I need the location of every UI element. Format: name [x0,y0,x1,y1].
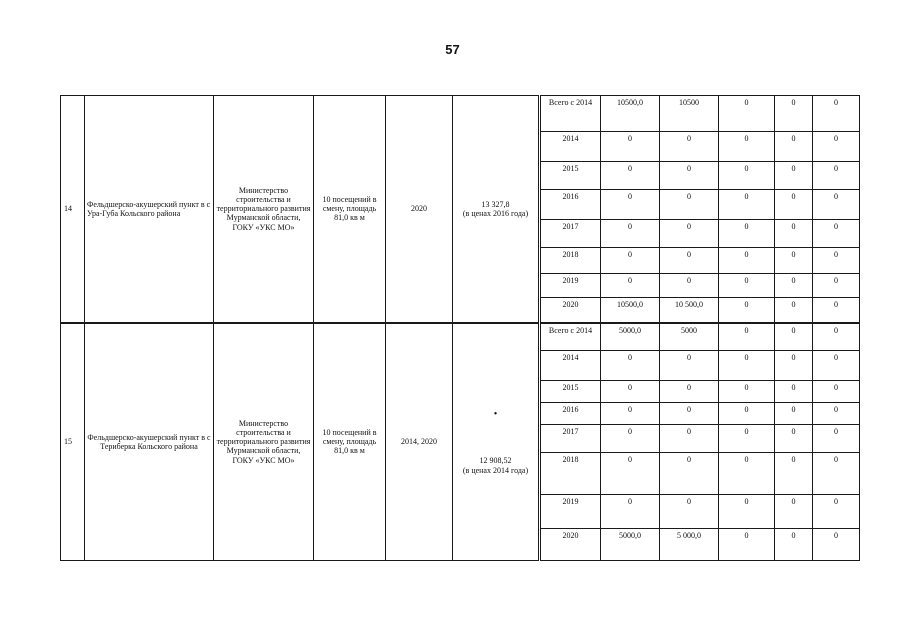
value-cell: 0 [775,403,813,425]
value-cell: 0 [601,403,660,425]
value-cell: 0 [601,453,660,495]
period-cell: 2016 [540,190,601,220]
value-cell: 0 [775,190,813,220]
value-cell: 0 [719,132,775,162]
cost-value: 12 908,52 [479,456,512,466]
table-row [61,96,860,132]
value-cell: 0 [775,351,813,381]
value-cell: 0 [775,220,813,248]
object-name: Фельдшерско-акушерский пункт в с Териберка Кольского района [85,323,214,561]
value-cell: 0 [660,453,719,495]
period-cell: 2018 [540,248,601,274]
period-cell: Всего с 2014 [540,323,601,351]
value-cell: 0 [719,96,775,132]
value-cell: 0 [813,248,860,274]
value-cell: 0 [601,132,660,162]
value-cell: 0 [775,248,813,274]
value-cell: 0 [660,132,719,162]
value-cell: 0 [601,425,660,453]
value-cell: 0 [660,495,719,529]
value-cell: 0 [719,351,775,381]
value-cell: 0 [719,162,775,190]
value-cell: 0 [775,323,813,351]
value-cell: 5 000,0 [660,529,719,561]
value-cell: 0 [601,162,660,190]
period-cell: 2014 [540,132,601,162]
value-cell: 0 [813,351,860,381]
value-cell: 0 [719,381,775,403]
value-cell: 0 [813,381,860,403]
value-cell: 0 [775,381,813,403]
page-number: 57 [445,42,460,57]
value-cell: 0 [775,132,813,162]
value-cell: 0 [601,274,660,298]
value-cell: 0 [775,162,813,190]
value-cell: 0 [813,495,860,529]
value-cell: 0 [660,162,719,190]
value-cell: 0 [660,351,719,381]
value-cell: 0 [601,381,660,403]
value-cell: 0 [660,220,719,248]
table-row [61,323,860,351]
value-cell: 10500,0 [601,298,660,323]
value-cell: 0 [813,274,860,298]
value-cell: 0 [601,220,660,248]
value-cell: 0 [813,162,860,190]
estimated-cost [453,323,540,561]
period-cell: 2017 [540,425,601,453]
value-cell: 0 [813,132,860,162]
value-cell: 5000,0 [601,529,660,561]
value-cell: 0 [813,323,860,351]
value-cell: 0 [719,190,775,220]
period-cell: 2020 [540,298,601,323]
object-name: Фельдшерско-акушерский пункт в с Ура-Губа Кольского района [85,96,214,323]
value-cell: 0 [660,190,719,220]
value-cell: 0 [775,453,813,495]
value-cell: 0 [719,495,775,529]
value-cell: 0 [719,220,775,248]
value-cell: 0 [813,425,860,453]
mark-dot: • [493,408,498,420]
estimated-cost [453,96,540,323]
value-cell: 0 [775,425,813,453]
value-cell: 0 [775,529,813,561]
value-cell: 0 [813,453,860,495]
value-cell: 10500 [660,96,719,132]
value-cell: 0 [813,190,860,220]
value-cell: 0 [775,298,813,323]
value-cell: 0 [719,248,775,274]
value-cell: 0 [601,495,660,529]
period-cell: 2016 [540,403,601,425]
value-cell: 0 [719,274,775,298]
value-cell: 5000,0 [601,323,660,351]
value-cell: 0 [601,248,660,274]
value-cell: 0 [660,274,719,298]
value-cell: 0 [719,425,775,453]
value-cell: 0 [775,274,813,298]
capacity: 10 посещений в смену, площадь 81,0 кв м [314,323,386,561]
value-cell: 5000 [660,323,719,351]
value-cell: 0 [719,298,775,323]
value-cell: 0 [813,298,860,323]
value-cell: 0 [775,96,813,132]
period-cell: 2015 [540,381,601,403]
construction-years: 2014, 2020 [386,323,453,561]
period-cell: 2018 [540,453,601,495]
value-cell: 0 [660,425,719,453]
value-cell: 0 [660,381,719,403]
value-cell: 0 [813,403,860,425]
investment-table [60,95,860,561]
customer: Министерство строительства и территориального развития Мурманской области, ГОКУ «УКС МО» [214,96,314,323]
value-cell: 0 [813,529,860,561]
cost-note: (в ценах 2016 года) [462,208,529,218]
value-cell: 0 [719,529,775,561]
capacity: 10 посещений в смену, площадь 81,0 кв м [314,96,386,323]
value-cell: 0 [813,96,860,132]
value-cell: 0 [660,248,719,274]
period-cell: 2015 [540,162,601,190]
cost-note: (в ценах 2014 года) [462,465,529,475]
value-cell: 10500,0 [601,96,660,132]
row-number: 14 [61,96,85,323]
value-cell: 0 [719,403,775,425]
value-cell: 0 [601,190,660,220]
value-cell: 0 [660,403,719,425]
period-cell: Всего с 2014 [540,96,601,132]
value-cell: 0 [601,351,660,381]
value-cell: 0 [775,495,813,529]
period-cell: 2017 [540,220,601,248]
period-cell: 2019 [540,495,601,529]
period-cell: 2019 [540,274,601,298]
period-cell: 2020 [540,529,601,561]
construction-years: 2020 [386,96,453,323]
row-number: 15 [61,323,85,561]
customer: Министерство строительства и территориального развития Мурманской области, ГОКУ «УКС МО» [214,323,314,561]
value-cell: 10 500,0 [660,298,719,323]
value-cell: 0 [719,323,775,351]
value-cell: 0 [813,220,860,248]
period-cell: 2014 [540,351,601,381]
cost-value: 13 327,8 [481,199,510,209]
value-cell: 0 [719,453,775,495]
